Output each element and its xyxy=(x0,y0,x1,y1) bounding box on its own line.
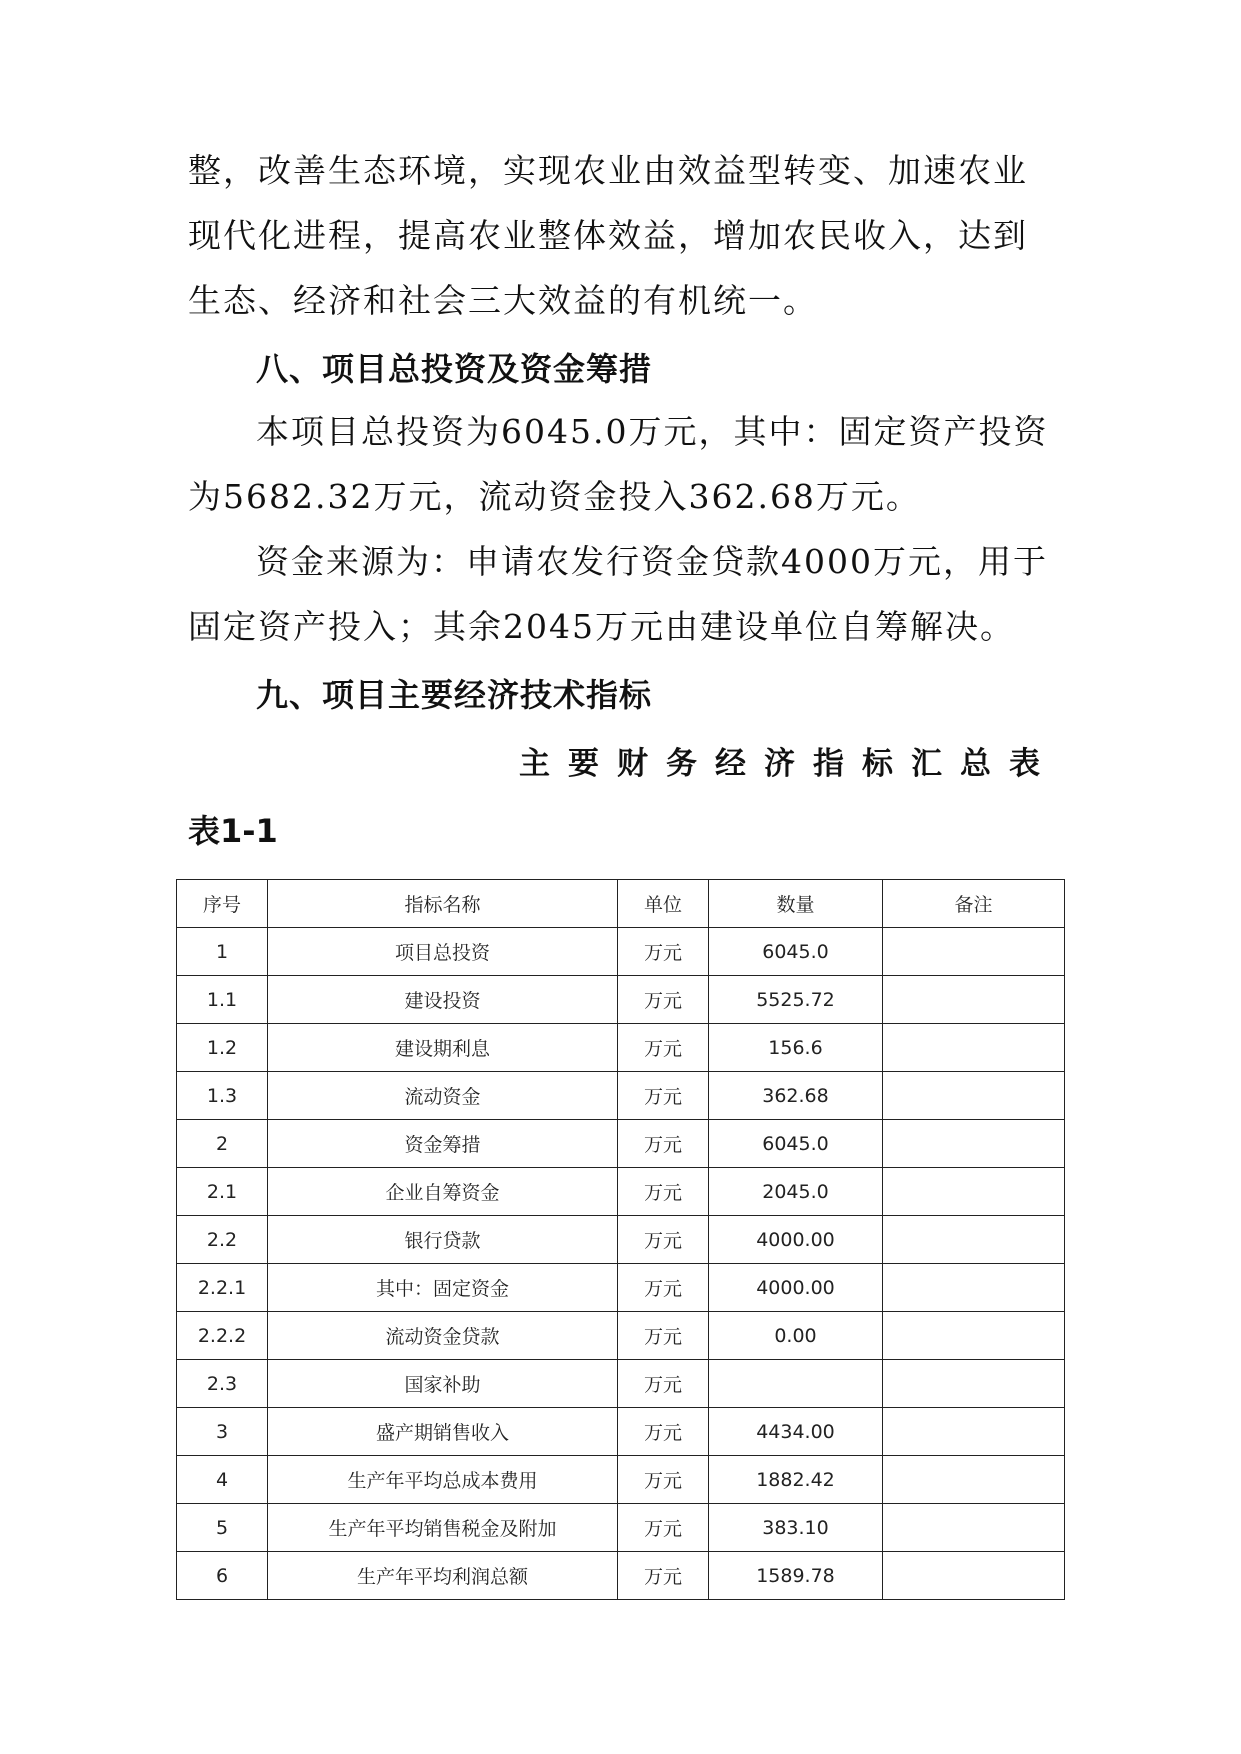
table-number: 表1-1 xyxy=(188,812,278,850)
investment-paragraph: 本项目总投资为6045.0万元，其中：固定资产投资为5682.32万元，流动资金投入362.68万元。 xyxy=(188,412,1049,516)
table-cell: 1 xyxy=(177,928,268,976)
table-cell: 企业自筹资金 xyxy=(268,1168,618,1216)
table-row xyxy=(177,928,1065,976)
table-cell: 万元 xyxy=(618,1552,709,1600)
body-paragraph-continuation: 整，改善生态环境，实现农业由效益型转变、加速农业现代化进程，提高农业整体效益，增加农民收入，达到生态、经济和社会三大效益的有机统一。 xyxy=(188,151,1028,320)
table-cell xyxy=(883,1120,1065,1168)
table-row xyxy=(177,976,1065,1024)
table-cell: 1882.42 xyxy=(709,1456,883,1504)
table-cell: 2.3 xyxy=(177,1360,268,1408)
table-cell: 万元 xyxy=(618,1072,709,1120)
table-row xyxy=(177,1312,1065,1360)
table-cell: 万元 xyxy=(618,976,709,1024)
table-cell: 万元 xyxy=(618,1456,709,1504)
table-cell: 1.1 xyxy=(177,976,268,1024)
table-cell: 2 xyxy=(177,1120,268,1168)
table-cell: 万元 xyxy=(618,1168,709,1216)
table-cell: 5 xyxy=(177,1504,268,1552)
table-cell xyxy=(883,1024,1065,1072)
table-cell: 0.00 xyxy=(709,1312,883,1360)
header-cell: 数量 xyxy=(709,880,883,928)
table-cell: 建设期利息 xyxy=(268,1024,618,1072)
table-cell: 6 xyxy=(177,1552,268,1600)
funding-source-paragraph: 资金来源为：申请农发行资金贷款4000万元，用于固定资产投入；其余2045万元由建设单位自筹解决。 xyxy=(188,542,1048,646)
table-cell: 生产年平均总成本费用 xyxy=(268,1456,618,1504)
table-cell xyxy=(883,1408,1065,1456)
table-row xyxy=(177,1360,1065,1408)
table-cell: 万元 xyxy=(618,1120,709,1168)
table-cell: 1.2 xyxy=(177,1024,268,1072)
table-cell: 建设投资 xyxy=(268,976,618,1024)
table-title: 主要财务经济指标汇总表 xyxy=(519,746,1058,782)
table-cell: 2.2.1 xyxy=(177,1264,268,1312)
table-cell: 流动资金 xyxy=(268,1072,618,1120)
table-row xyxy=(177,1072,1065,1120)
table-cell: 3 xyxy=(177,1408,268,1456)
table-row xyxy=(177,1456,1065,1504)
table-header-row xyxy=(177,880,1065,928)
table-cell: 万元 xyxy=(618,1360,709,1408)
table-cell: 383.10 xyxy=(709,1504,883,1552)
table-cell: 生产年平均销售税金及附加 xyxy=(268,1504,618,1552)
table-cell: 156.6 xyxy=(709,1024,883,1072)
table-cell xyxy=(883,1312,1065,1360)
table-cell: 万元 xyxy=(618,928,709,976)
table-cell: 万元 xyxy=(618,1408,709,1456)
header-cell: 备注 xyxy=(883,880,1065,928)
table-row xyxy=(177,1264,1065,1312)
table-cell: 1589.78 xyxy=(709,1552,883,1600)
table-cell xyxy=(883,1360,1065,1408)
table-cell: 生产年平均利润总额 xyxy=(268,1552,618,1600)
header-cell: 单位 xyxy=(618,880,709,928)
table-cell xyxy=(883,1072,1065,1120)
table-cell: 2.1 xyxy=(177,1168,268,1216)
table-cell xyxy=(883,976,1065,1024)
table-cell: 流动资金贷款 xyxy=(268,1312,618,1360)
table-cell: 362.68 xyxy=(709,1072,883,1120)
table-row xyxy=(177,1552,1065,1600)
table-row xyxy=(177,1504,1065,1552)
table-cell xyxy=(883,1216,1065,1264)
table-cell: 万元 xyxy=(618,1216,709,1264)
table-cell: 万元 xyxy=(618,1312,709,1360)
table-cell: 项目总投资 xyxy=(268,928,618,976)
table-cell: 银行贷款 xyxy=(268,1216,618,1264)
header-cell: 序号 xyxy=(177,880,268,928)
table-cell: 6045.0 xyxy=(709,928,883,976)
table-row xyxy=(177,1024,1065,1072)
table-cell: 4000.00 xyxy=(709,1216,883,1264)
table-cell: 其中：固定资金 xyxy=(268,1264,618,1312)
table-cell: 4000.00 xyxy=(709,1264,883,1312)
table-cell: 资金筹措 xyxy=(268,1120,618,1168)
table-cell: 国家补助 xyxy=(268,1360,618,1408)
table-cell: 万元 xyxy=(618,1504,709,1552)
table-cell xyxy=(883,1456,1065,1504)
table-cell: 6045.0 xyxy=(709,1120,883,1168)
table-row xyxy=(177,1216,1065,1264)
table-cell: 2045.0 xyxy=(709,1168,883,1216)
financial-indicators-table xyxy=(176,879,1065,1600)
table-cell: 万元 xyxy=(618,1024,709,1072)
table-cell xyxy=(883,1504,1065,1552)
table-cell xyxy=(883,1552,1065,1600)
table-cell: 4434.00 xyxy=(709,1408,883,1456)
table-cell: 5525.72 xyxy=(709,976,883,1024)
table-cell: 1.3 xyxy=(177,1072,268,1120)
table-cell: 盛产期销售收入 xyxy=(268,1408,618,1456)
section-heading-investment: 八、项目总投资及资金筹措 xyxy=(256,350,653,388)
table-cell xyxy=(709,1360,883,1408)
table-cell: 万元 xyxy=(618,1264,709,1312)
table-row xyxy=(177,1120,1065,1168)
header-cell: 指标名称 xyxy=(268,880,618,928)
table-cell xyxy=(883,928,1065,976)
table-cell: 2.2 xyxy=(177,1216,268,1264)
table-cell xyxy=(883,1264,1065,1312)
table-row xyxy=(177,1168,1065,1216)
table-cell: 2.2.2 xyxy=(177,1312,268,1360)
table-cell xyxy=(883,1168,1065,1216)
section-heading-indicators: 九、项目主要经济技术指标 xyxy=(256,676,653,714)
table-cell: 4 xyxy=(177,1456,268,1504)
table-row xyxy=(177,1408,1065,1456)
